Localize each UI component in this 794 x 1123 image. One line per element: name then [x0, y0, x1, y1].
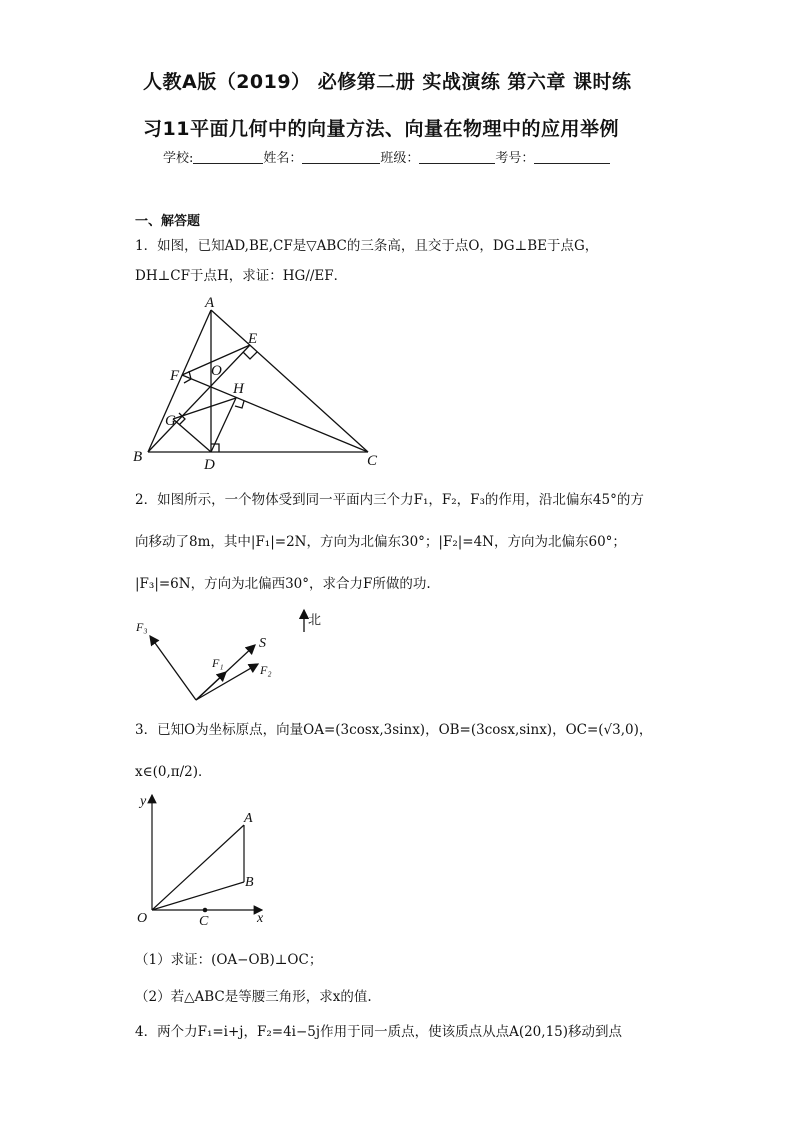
segment-oa	[152, 825, 244, 910]
label-a: A	[205, 295, 215, 311]
class-label: 班级：	[380, 151, 420, 166]
q2-text-line3: |F₃|=6N，方向为北偏西30°，求合力F所做的功.	[135, 576, 431, 592]
label-f1: F₁	[212, 656, 224, 670]
label-d: D	[204, 457, 215, 473]
north-label: 北	[308, 613, 322, 628]
label-f2: F₂	[260, 663, 272, 677]
school-label: 学校:	[163, 151, 194, 166]
section-title: 一、解答题	[135, 214, 201, 229]
segment-ob	[152, 882, 244, 910]
point-c	[203, 908, 208, 913]
label-o: O	[137, 911, 148, 926]
label-f3: F₃	[136, 620, 148, 634]
exam-label: 考号：	[495, 151, 535, 166]
q3-text-line1: 3．已知O为坐标原点，向量OA=(3cosx,3sinx)，OB=(3cosx,sinx)，OC=(√3,0)，	[135, 722, 653, 738]
q3-part1: （1）求证：(OA−OB)⊥OC；	[135, 952, 323, 968]
label-a: A	[244, 811, 253, 826]
label-x: x	[257, 911, 264, 926]
page-title-line1: 人教A版（2019） 必修第二册 实战演练 第六章 课时练	[143, 71, 632, 93]
label-y: y	[140, 794, 147, 809]
q2-text-line1: 2．如图所示，一个物体受到同一平面内三个力F₁，F₂，F₃的作用，沿北偏东45°的方	[135, 492, 644, 508]
label-e: E	[248, 331, 258, 347]
label-o: O	[211, 363, 222, 379]
q1-text-line2: DH⊥CF于点H，求证：HG//EF．	[135, 268, 348, 284]
q3-part2: （2）若△ABC是等腰三角形，求x的值.	[135, 989, 372, 1005]
label-b: B	[133, 449, 143, 465]
label-s: S	[259, 636, 266, 651]
name-label: 姓名：	[263, 151, 303, 166]
label-h: H	[233, 381, 244, 397]
q1-text-line1: 1．如图，已知AD,BE,CF是▽ABC的三条高，且交于点O，DG⊥BE于点G，	[135, 238, 599, 254]
page-title-line2: 习11平面几何中的向量方法、向量在物理中的应用举例	[143, 118, 619, 140]
label-c: C	[199, 914, 209, 929]
label-g: G	[165, 413, 176, 429]
label-b: B	[245, 875, 254, 890]
q3-text-line2: x∈(0,π/2)．	[135, 764, 212, 780]
label-f: F	[170, 368, 180, 384]
q2-text-line2: 向移动了8m，其中|F₁|=2N，方向为北偏东30°；|F₂|=4N，方向为北偏东60°；	[135, 534, 626, 550]
label-c: C	[367, 453, 378, 469]
q4-text-line1: 4．两个力F₁=i+j，F₂=4i−5j作用于同一质点，使该质点从点A(20,15)移动到点	[135, 1024, 623, 1040]
